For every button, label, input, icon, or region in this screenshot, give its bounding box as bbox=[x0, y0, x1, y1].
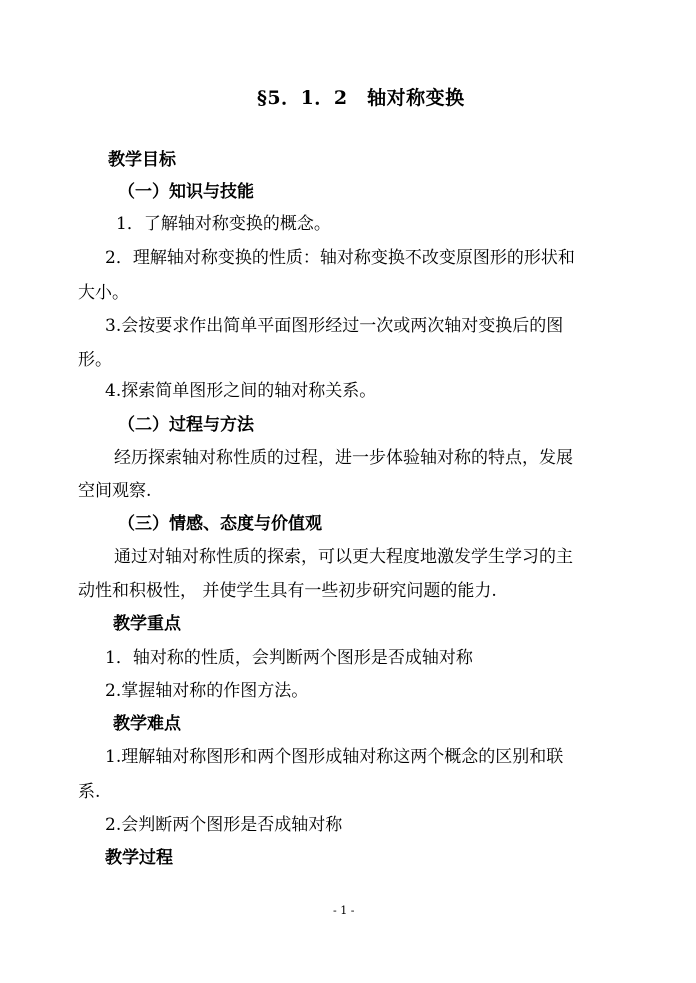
process-heading: 教学过程 bbox=[105, 848, 173, 868]
kp-item1: 1．轴对称的性质，会判断两个图形是否成轴对称 bbox=[105, 648, 473, 668]
s1-item2-line2: 大小。 bbox=[78, 283, 129, 303]
difficulties-heading: 教学难点 bbox=[113, 714, 181, 734]
objectives-heading: 教学目标 bbox=[108, 150, 176, 170]
s3-line2: 动性和积极性， 并使学生具有一些初步研究问题的能力. bbox=[78, 581, 497, 601]
s1-item3-line2: 形。 bbox=[78, 350, 112, 370]
s1-item2-line1: 2．理解轴对称变换的性质：轴对称变换不改变原图形的形状和 bbox=[105, 248, 575, 268]
section1-heading: （一）知识与技能 bbox=[118, 182, 254, 202]
section2-heading: （二）过程与方法 bbox=[118, 415, 254, 435]
s2-line2: 空间观察. bbox=[78, 481, 152, 501]
df-item1-line2: 系. bbox=[78, 782, 101, 802]
s1-item3-line1: 3.会按要求作出简单平面图形经过一次或两次轴对变换后的图 bbox=[105, 316, 564, 336]
s3-line1: 通过对轴对称性质的探索，可以更大程度地激发学生学习的主 bbox=[114, 547, 573, 567]
page-number: - 1 - bbox=[333, 904, 355, 917]
s1-item4: 4.探索简单图形之间的轴对称关系。 bbox=[105, 381, 377, 401]
df-item2: 2.会判断两个图形是否成轴对称 bbox=[105, 815, 343, 835]
document-title: §5．1．2 轴对称变换 bbox=[257, 87, 465, 109]
s1-item1: 1．了解轴对称变换的概念。 bbox=[116, 214, 331, 234]
key-points-heading: 教学重点 bbox=[113, 614, 181, 634]
kp-item2: 2.掌握轴对称的作图方法。 bbox=[105, 681, 309, 701]
s2-line1: 经历探索轴对称性质的过程，进一步体验轴对称的特点，发展 bbox=[114, 448, 573, 468]
df-item1-line1: 1.理解轴对称图形和两个图形成轴对称这两个概念的区别和联 bbox=[105, 747, 564, 767]
section3-heading: （三）情感、态度与价值观 bbox=[118, 514, 322, 534]
